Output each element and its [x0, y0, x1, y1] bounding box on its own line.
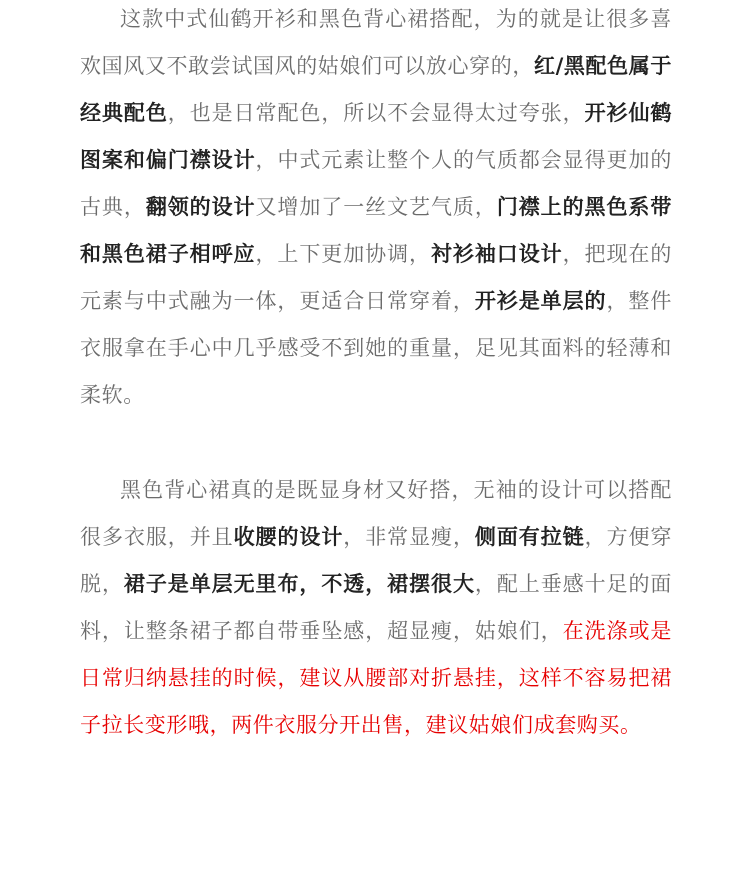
- highlight-waist-design: 收腰的设计: [233, 525, 344, 549]
- highlight-collar-design: 翻领的设计: [145, 195, 256, 219]
- text-segment: ，整件衣服拿在手心中几乎感受不到她的重量，足见其面料的轻薄和柔软。: [80, 289, 672, 407]
- text-segment: ，中式元素让整个人的气质都会显得更加的古典，: [80, 148, 672, 219]
- text-segment: ，上下更加协调，: [255, 242, 431, 266]
- text-segment: ，把现在的元素与中式融为一体，更适合日常穿着，: [80, 242, 672, 313]
- care-instructions-notice: 在洗涤或是日常归纳悬挂的时候，建议从腰部对折悬挂，这样不容易把裙子拉长变形哦，两件衣服分开出售，建议姑娘们成套购买。: [80, 619, 673, 737]
- product-description: [80, 0, 672, 749]
- text-segment: ，也是日常配色，所以不会显得太过夸张，: [167, 101, 585, 125]
- text-segment: 这款中式仙鹤开衫和黑色背心裙搭配，为的就是让很多喜欢国风又不敢尝试国风的姑娘们可以放心穿的，: [80, 7, 672, 78]
- text-segment: 黑色背心裙真的是既显身材又好搭，无袖的设计可以搭配很多衣服，并且: [80, 478, 672, 549]
- text-segment: ，配上垂感十足的面料，让整条裙子都自带垂坠感，超显瘦，姑娘们，: [80, 572, 673, 643]
- highlight-skirt-features: 裙子是单层无里布，不透，裙摆很大: [123, 572, 475, 596]
- text-segment: ，方便穿脱，: [80, 525, 673, 596]
- text-segment: ，非常显瘦，: [343, 525, 475, 549]
- text-segment: 又增加了一丝文艺气质，: [255, 195, 497, 219]
- highlight-cuff-design: 衬衫袖口设计: [431, 242, 563, 266]
- highlight-crane-pattern: 开衫仙鹤图案和偏门襟设计: [80, 101, 673, 172]
- highlight-single-layer: 开衫是单层的: [474, 289, 607, 313]
- highlight-color-scheme: 红/黑配色属于经典配色: [80, 54, 672, 125]
- highlight-placket-ties: 门襟上的黑色系带和黑色裙子相呼应: [80, 195, 672, 266]
- highlight-side-zipper: 侧面有拉链: [474, 525, 585, 549]
- paragraph-cardigan: [80, 0, 672, 419]
- paragraph-dress: [80, 467, 672, 749]
